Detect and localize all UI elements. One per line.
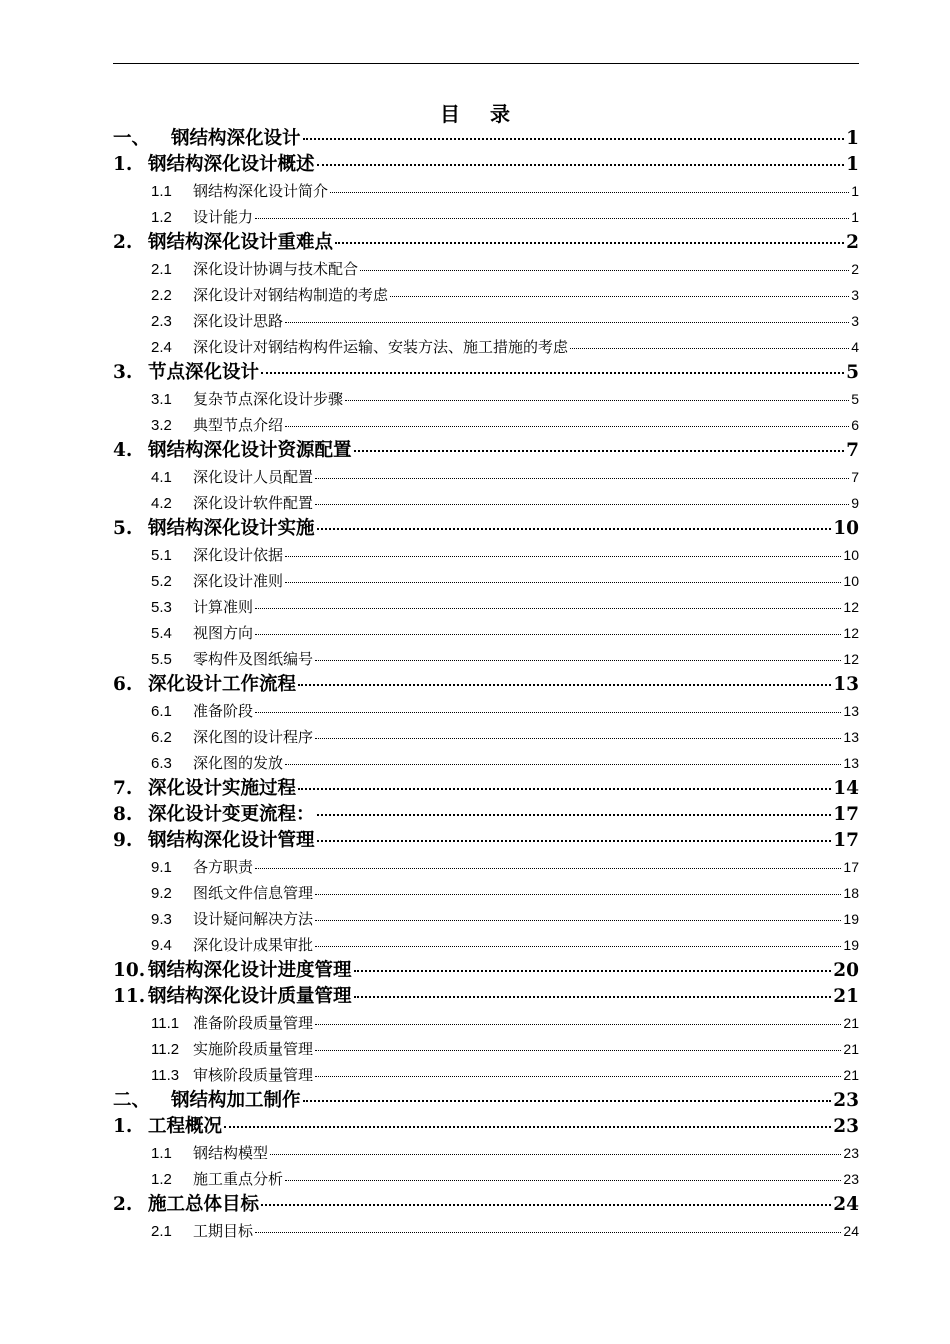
toc-entry-page: 4 (851, 339, 859, 355)
toc-dot-leader (315, 894, 841, 895)
toc-entry-label: 钢结构深化设计概述 (148, 154, 315, 175)
toc-entry-label: 各方职责 (193, 858, 254, 876)
toc-entry-number: 1.2 (151, 209, 172, 226)
toc-dot-leader (270, 1154, 841, 1155)
toc-entry-level1[interactable] (113, 1114, 859, 1140)
toc-entry-label: 深化图的发放 (193, 754, 284, 772)
toc-entry-level1[interactable] (113, 152, 859, 178)
toc-entry-number: 1. (113, 154, 133, 175)
toc-entry-number: 6.1 (151, 703, 172, 720)
toc-dot-leader (315, 946, 841, 947)
toc-dot-leader (330, 192, 849, 193)
toc-entry-number: 6. (113, 674, 133, 695)
toc-entry-level2[interactable] (113, 1062, 859, 1088)
toc-entry-label: 钢结构深化设计进度管理 (148, 960, 352, 981)
toc-entry-label: 节点深化设计 (148, 362, 260, 383)
toc-entry-number: 二、 (113, 1090, 151, 1111)
toc-entry-level1[interactable] (113, 802, 859, 828)
toc-entry-number: 3.1 (151, 391, 172, 408)
toc-dot-leader (255, 634, 841, 635)
toc-dot-leader (285, 764, 841, 765)
toc-entry-page: 17 (833, 804, 859, 825)
toc-entry-page: 13 (843, 729, 859, 745)
toc-entry-number: 2.1 (151, 261, 172, 278)
toc-dot-leader (298, 684, 831, 686)
toc-entry-label: 深化设计对钢结构构件运输、安装方法、施工措施的考虑 (193, 338, 569, 356)
toc-entry-page: 14 (833, 778, 859, 799)
toc-entry-level2[interactable] (113, 542, 859, 568)
toc-entry-number: 5. (113, 518, 133, 539)
toc-entry-level2[interactable] (113, 282, 859, 308)
toc-entry-number: 6.3 (151, 755, 172, 772)
toc-entry-level2[interactable] (113, 334, 859, 360)
toc-entry-page: 6 (851, 417, 859, 433)
toc-entry-page: 10 (843, 547, 859, 563)
toc-dot-leader (315, 478, 849, 479)
toc-entry-page: 21 (843, 1015, 859, 1031)
toc-entry-page: 13 (833, 674, 859, 695)
toc-entry-label: 钢结构深化设计重难点 (148, 232, 334, 253)
toc-entry-level1[interactable] (113, 516, 859, 542)
toc-entry-label: 深化设计协调与技术配合 (193, 260, 359, 278)
toc-entry-level2[interactable] (113, 698, 859, 724)
toc-entry-level1[interactable] (113, 126, 859, 152)
toc-entry-level2[interactable] (113, 750, 859, 776)
toc-entry-label: 深化设计成果审批 (193, 936, 314, 954)
toc-entry-label: 深化设计软件配置 (193, 494, 314, 512)
toc-entry-label: 深化设计依据 (193, 546, 284, 564)
toc-dot-leader (354, 970, 832, 972)
toc-entry-level2[interactable] (113, 568, 859, 594)
toc-dot-leader (315, 1076, 841, 1077)
toc-entry-level2[interactable] (113, 1140, 859, 1166)
toc-entry-number: 5.3 (151, 599, 172, 616)
toc-entry-level1[interactable] (113, 360, 859, 386)
toc-entry-level2[interactable] (113, 256, 859, 282)
toc-entry-label: 准备阶段质量管理 (193, 1014, 314, 1032)
toc-entry-level2[interactable] (113, 178, 859, 204)
toc-dot-leader (315, 920, 841, 921)
toc-entry-label: 设计能力 (193, 208, 254, 226)
toc-dot-leader (285, 322, 849, 323)
toc-entry-page: 19 (843, 911, 859, 927)
toc-entry-level2[interactable] (113, 1010, 859, 1036)
toc-entry-label: 深化设计准则 (193, 572, 284, 590)
toc-entry-page: 3 (851, 287, 859, 303)
toc-dot-leader (261, 1204, 831, 1206)
toc-dot-leader (390, 296, 849, 297)
toc-entry-label: 审核阶段质量管理 (193, 1066, 314, 1084)
toc-dot-leader (255, 608, 841, 609)
toc-entry-number: 5.5 (151, 651, 172, 668)
toc-entry-label: 深化图的设计程序 (193, 728, 314, 746)
toc-entry-page: 23 (843, 1145, 859, 1161)
toc-entry-level2[interactable] (113, 724, 859, 750)
toc-entry-page: 12 (843, 599, 859, 615)
toc-dot-leader (315, 1050, 841, 1051)
toc-entry-level1[interactable] (113, 230, 859, 256)
toc-entry-number: 3.2 (151, 417, 172, 434)
toc-entry-level1[interactable] (113, 438, 859, 464)
toc-dot-leader (315, 1024, 841, 1025)
toc-entry-page: 21 (843, 1041, 859, 1057)
toc-entry-page: 13 (843, 755, 859, 771)
toc-entry-page: 12 (843, 625, 859, 641)
toc-entry-number: 2. (113, 232, 133, 253)
toc-entry-level2[interactable] (113, 1218, 859, 1244)
toc-entry-label: 视图方向 (193, 624, 254, 642)
toc-dot-leader (317, 814, 832, 816)
toc-entry-page: 7 (846, 440, 859, 461)
toc-entry-page: 2 (846, 232, 859, 253)
toc-entry-page: 23 (833, 1090, 859, 1111)
toc-entry-number: 9.4 (151, 937, 172, 954)
toc-entry-number: 4. (113, 440, 133, 461)
toc-entry-level2[interactable] (113, 880, 859, 906)
toc-entry-label: 深化设计人员配置 (193, 468, 314, 486)
toc-entry-number: 11. (113, 986, 146, 1007)
toc-dot-leader (255, 868, 841, 869)
toc-entry-page: 17 (843, 859, 859, 875)
toc-entry-page: 21 (843, 1067, 859, 1083)
toc-entry-number: 7. (113, 778, 133, 799)
toc-entry-level1[interactable] (113, 672, 859, 698)
toc-entry-page: 10 (833, 518, 859, 539)
toc-dot-leader (285, 426, 849, 427)
toc-entry-level2[interactable] (113, 906, 859, 932)
toc-dot-leader (255, 712, 841, 713)
toc-entry-number: 一、 (113, 128, 151, 149)
toc-entry-label: 钢结构深化设计管理 (148, 830, 315, 851)
toc-entry-page: 5 (846, 362, 859, 383)
toc-entry-label: 零构件及图纸编号 (193, 650, 314, 668)
toc-entry-number: 2.2 (151, 287, 172, 304)
toc-entry-level2[interactable] (113, 412, 859, 438)
toc-dot-leader (224, 1126, 831, 1128)
toc-entry-level2[interactable] (113, 308, 859, 334)
toc-entry-label: 钢结构深化设计资源配置 (148, 440, 352, 461)
toc-entry-level2[interactable] (113, 1166, 859, 1192)
toc-entry-label: 深化设计工作流程 (148, 674, 297, 695)
toc-dot-leader (354, 450, 845, 452)
toc-entry-label: 工程概况 (148, 1116, 223, 1137)
toc-entry-number: 4.1 (151, 469, 172, 486)
toc-dot-leader (570, 348, 849, 349)
toc-entry-number: 5.4 (151, 625, 172, 642)
toc-entry-number: 9.3 (151, 911, 172, 928)
toc-dot-leader (345, 400, 849, 401)
toc-dot-leader (317, 528, 832, 530)
toc-entry-number: 11.2 (151, 1041, 180, 1058)
toc-dot-leader (285, 582, 841, 583)
toc-entry-label: 准备阶段 (193, 702, 254, 720)
toc-entry-label: 深化设计思路 (193, 312, 284, 330)
toc-entry-level1[interactable] (113, 1088, 859, 1114)
toc-entry-label: 复杂节点深化设计步骤 (193, 390, 344, 408)
toc-dot-leader (317, 164, 845, 166)
toc-dot-leader (360, 270, 849, 271)
toc-entry-level2[interactable] (113, 646, 859, 672)
toc-title-left: 目 (440, 102, 460, 126)
toc-entry-level1[interactable] (113, 984, 859, 1010)
toc-dot-leader (315, 504, 849, 505)
toc-entry-page: 19 (843, 937, 859, 953)
toc-dot-leader (285, 556, 841, 557)
toc-entry-number: 9. (113, 830, 133, 851)
toc-dot-leader (317, 840, 832, 842)
toc-entry-number: 2.4 (151, 339, 172, 356)
toc-entry-page: 1 (851, 209, 859, 225)
toc-entry-page: 7 (851, 469, 859, 485)
toc-entry-label: 计算准则 (193, 598, 254, 616)
toc-entry-level2[interactable] (113, 204, 859, 230)
toc-entry-number: 10. (113, 960, 146, 981)
toc-entry-label: 深化设计变更流程： (148, 804, 315, 825)
toc-entry-label: 钢结构深化设计 (171, 128, 301, 149)
toc-entry-level2[interactable] (113, 854, 859, 880)
toc-dot-leader (303, 1100, 832, 1102)
toc-dot-leader (335, 242, 844, 244)
toc-entry-level2[interactable] (113, 620, 859, 646)
toc-entry-label: 深化设计实施过程 (148, 778, 297, 799)
toc-entry-number: 4.2 (151, 495, 172, 512)
toc-dot-leader (303, 138, 845, 140)
toc-entry-number: 2.3 (151, 313, 172, 330)
toc-entry-page: 23 (833, 1116, 859, 1137)
toc-entry-number: 5.2 (151, 573, 172, 590)
toc-entry-level1[interactable] (113, 776, 859, 802)
toc-entry-number: 2. (113, 1194, 133, 1215)
toc-entry-page: 18 (843, 885, 859, 901)
toc-entry-level2[interactable] (113, 386, 859, 412)
toc-entry-level2[interactable] (113, 464, 859, 490)
toc-entry-number: 3. (113, 362, 133, 383)
toc-entry-number: 9.2 (151, 885, 172, 902)
toc-entry-page: 24 (833, 1194, 859, 1215)
toc-entry-level2[interactable] (113, 594, 859, 620)
toc-entry-label: 钢结构深化设计实施 (148, 518, 315, 539)
toc-entry-number: 11.3 (151, 1067, 180, 1084)
toc-entry-number: 2.1 (151, 1223, 172, 1240)
toc-title-right: 录 (490, 102, 510, 126)
toc-entry-page: 10 (843, 573, 859, 589)
toc-entry-level2[interactable] (113, 1036, 859, 1062)
toc-entry-level1[interactable] (113, 1192, 859, 1218)
toc-entry-page: 1 (846, 128, 859, 149)
toc-entry-label: 钢结构加工制作 (171, 1090, 301, 1111)
toc-entry-page: 9 (851, 495, 859, 511)
toc-entry-level2[interactable] (113, 490, 859, 516)
toc-entry-label: 钢结构深化设计质量管理 (148, 986, 352, 1007)
toc-entry-number: 1.1 (151, 183, 172, 200)
toc-entry-number: 1. (113, 1116, 133, 1137)
toc-entry-page: 5 (851, 391, 859, 407)
toc-dot-leader (298, 788, 831, 790)
toc-entry-page: 23 (843, 1171, 859, 1187)
toc-entry-page: 3 (851, 313, 859, 329)
toc-entry-level1[interactable] (113, 958, 859, 984)
toc-dot-leader (315, 660, 841, 661)
toc-entry-page: 13 (843, 703, 859, 719)
toc-dot-leader (285, 1180, 841, 1181)
toc-entry-page: 17 (833, 830, 859, 851)
toc-title (0, 98, 950, 127)
toc-dot-leader (354, 996, 832, 998)
toc-entry-label: 典型节点介绍 (193, 416, 284, 434)
toc-entry-label: 钢结构模型 (193, 1144, 269, 1162)
toc-entry-label: 深化设计对钢结构制造的考虑 (193, 286, 389, 304)
toc-entry-number: 11.1 (151, 1015, 180, 1032)
toc-entry-number: 5.1 (151, 547, 172, 564)
toc-entry-page: 1 (846, 154, 859, 175)
header-rule (113, 63, 859, 64)
toc-entry-number: 1.2 (151, 1171, 172, 1188)
toc-dot-leader (255, 218, 849, 219)
toc-dot-leader (261, 372, 844, 374)
toc-entry-number: 6.2 (151, 729, 172, 746)
toc-entry-page: 1 (851, 183, 859, 199)
table-of-contents (113, 126, 859, 1244)
toc-entry-label: 施工总体目标 (148, 1194, 260, 1215)
toc-entry-label: 设计疑问解决方法 (193, 910, 314, 928)
toc-entry-number: 1.1 (151, 1145, 172, 1162)
toc-dot-leader (315, 738, 841, 739)
toc-entry-label: 钢结构深化设计简介 (193, 182, 329, 200)
toc-entry-label: 实施阶段质量管理 (193, 1040, 314, 1058)
toc-entry-label: 施工重点分析 (193, 1170, 284, 1188)
toc-entry-level2[interactable] (113, 932, 859, 958)
toc-entry-number: 8. (113, 804, 133, 825)
toc-entry-page: 21 (833, 986, 859, 1007)
toc-dot-leader (255, 1232, 841, 1233)
toc-entry-level1[interactable] (113, 828, 859, 854)
toc-entry-page: 2 (851, 261, 859, 277)
toc-entry-label: 工期目标 (193, 1222, 254, 1240)
toc-entry-label: 图纸文件信息管理 (193, 884, 314, 902)
toc-entry-number: 9.1 (151, 859, 172, 876)
toc-entry-page: 12 (843, 651, 859, 667)
toc-entry-page: 20 (833, 960, 859, 981)
toc-entry-page: 24 (843, 1223, 859, 1239)
